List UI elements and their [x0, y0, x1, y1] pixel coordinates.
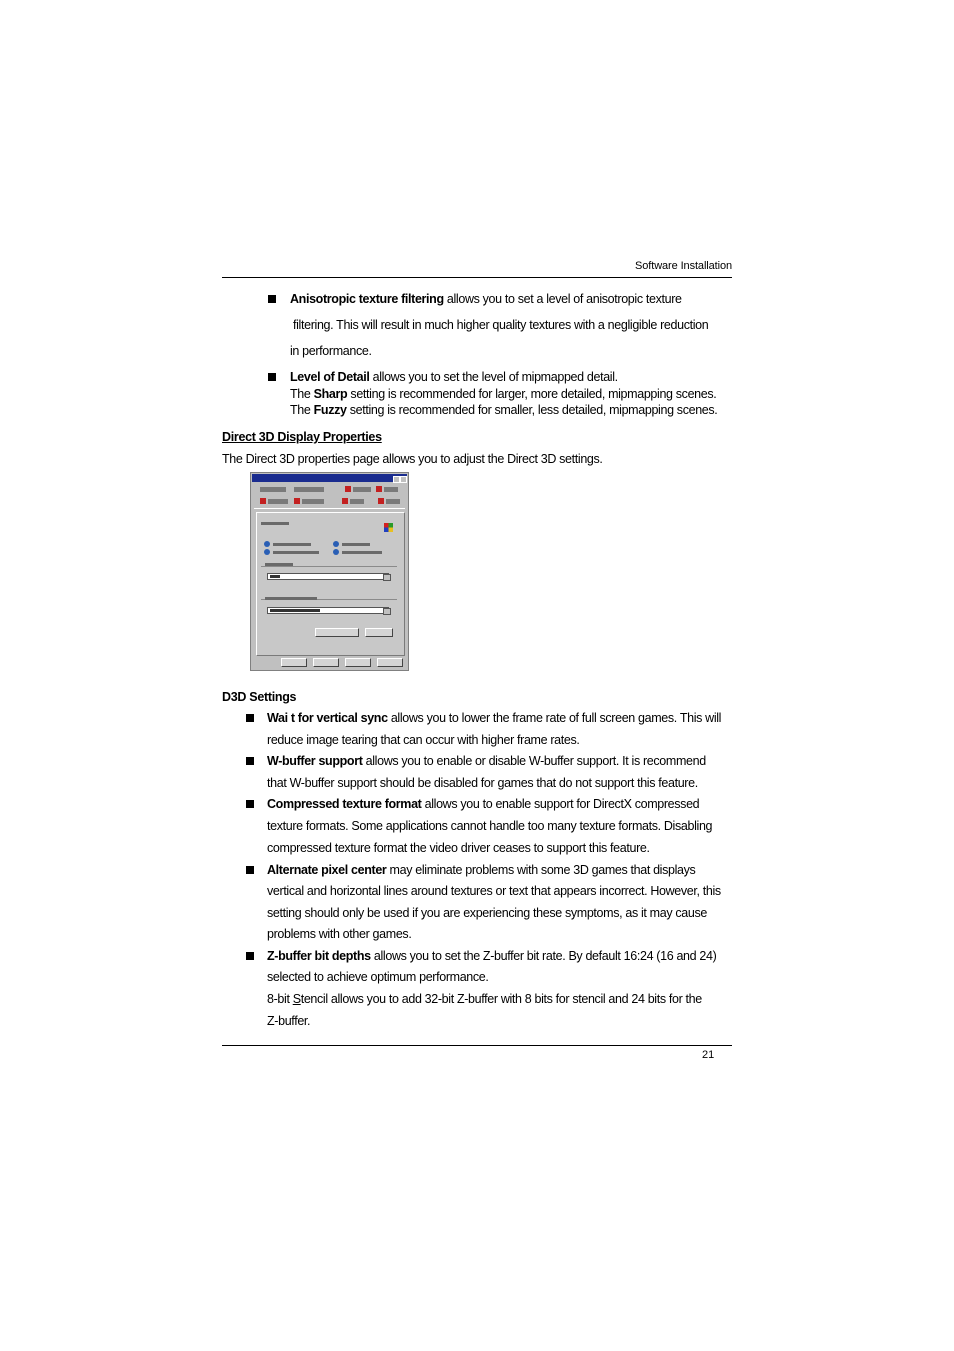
bullet-marker — [268, 295, 276, 303]
bullet-line: filtering. This will result in much higher quality textures with a negligible reduction — [293, 318, 709, 332]
tab-icon — [342, 498, 348, 504]
help-icon — [393, 476, 400, 483]
bullet-line: compressed texture format the video driver ceases to support this feature. — [267, 841, 650, 855]
bullet-text: allows you to enable support for DirectX compressed — [421, 797, 700, 811]
bullet-line: in performance. — [290, 344, 372, 358]
dialog-button — [365, 628, 393, 637]
bullet-marker — [268, 373, 276, 381]
group-line — [261, 566, 397, 567]
tab-icon — [260, 498, 266, 504]
page-number: 21 — [702, 1049, 715, 1061]
bullet-line — [267, 863, 695, 877]
select-field — [267, 607, 389, 614]
group-label — [265, 563, 293, 566]
tab-row — [254, 484, 405, 496]
bullet-line: that W-buffer support should be disabled for games that do not support this feature. — [267, 776, 698, 790]
dropdown-arrow-icon — [383, 608, 391, 615]
bullet-marker — [246, 866, 254, 874]
bullet-line — [267, 711, 721, 725]
bullet-line: selected to achieve optimum performance. — [267, 970, 489, 984]
checkbox-icon — [264, 549, 270, 555]
close-icon — [400, 476, 407, 483]
dialog-button — [281, 658, 307, 667]
text: tencil allows you to add 32-bit Z-buffer with 8 bits for stencil and 24 bits for the — [300, 992, 702, 1006]
checkbox-icon — [333, 541, 339, 547]
dialog-titlebar — [252, 474, 407, 482]
bullet-line — [290, 403, 717, 417]
group-label — [265, 597, 317, 600]
group-label — [261, 522, 289, 525]
bullet-text: may eliminate problems with some 3D games that displays — [386, 863, 696, 877]
bullet-text: allows you to lower the frame rate of full screen games. This will — [387, 711, 722, 725]
text: setting is recommended for smaller, less detailed, mipmapping scenes. — [346, 403, 718, 417]
direct3d-intro: The Direct 3D properties page allows you to adjust the Direct 3D settings. — [222, 452, 603, 466]
bullet-line: reduce image tearing that can occur with higher frame rates. — [267, 733, 580, 747]
tab-icon — [376, 486, 382, 492]
bullet-text: allows you to set the level of mipmapped detail. — [369, 370, 618, 384]
tab-icon — [294, 498, 300, 504]
dialog-button — [377, 658, 403, 667]
tab-icon — [345, 486, 351, 492]
header-rule — [222, 277, 732, 278]
bullet-line — [267, 754, 706, 768]
dialog-button — [315, 628, 359, 637]
bullet-title: Z-buffer bit depths — [267, 949, 371, 963]
bullet-title: Wai t for vertical sync — [267, 711, 388, 725]
bullet-line — [290, 387, 716, 401]
text: 8-bit — [267, 992, 293, 1006]
bold-term: Fuzzy — [313, 403, 347, 417]
bullet-line — [267, 992, 702, 1006]
section-title-d3d-settings: D3D Settings — [222, 690, 297, 704]
bold-term: Sharp — [313, 387, 348, 401]
text: setting is recommended for larger, more detailed, mipmapping scenes. — [347, 387, 717, 401]
checkbox-icon — [264, 541, 270, 547]
underlined-letter: S — [292, 992, 301, 1006]
direct3d-logo-icon — [384, 523, 393, 532]
dropdown-arrow-icon — [383, 574, 391, 581]
bullet-marker — [246, 952, 254, 960]
option-label — [273, 551, 319, 554]
dialog-button — [313, 658, 339, 667]
bullet-line — [267, 797, 699, 811]
d3d-settings-panel — [256, 512, 405, 656]
tab-row — [254, 496, 405, 509]
bullet-line: texture formats. Some applications cannot handle too many texture formats. Disabling — [267, 819, 713, 833]
bullet-marker — [246, 757, 254, 765]
bullet-title: Anisotropic texture filtering — [290, 292, 444, 306]
bullet-line: setting should only be used if you are experiencing these symptoms, as it may cause — [267, 906, 707, 920]
direct3d-properties-screenshot — [250, 472, 409, 671]
bullet-line: vertical and horizontal lines around textures or text that appears incorrect. However, this — [267, 884, 721, 898]
bullet-marker — [246, 800, 254, 808]
tab-icon — [378, 498, 384, 504]
bullet-text: allows you to enable or disable W-buffer support. It is recommend — [362, 754, 706, 768]
select-field — [267, 573, 389, 580]
bullet-title: Compressed texture format — [267, 797, 422, 811]
bullet-title: Level of Detail — [290, 370, 370, 384]
bullet-line — [290, 370, 618, 384]
option-label — [342, 551, 382, 554]
bullet-text: allows you to set a level of anisotropic texture — [443, 292, 682, 306]
bullet-line: problems with other games. — [267, 927, 412, 941]
bullet-title: W-buffer support — [267, 754, 363, 768]
bullet-line — [290, 292, 682, 306]
section-title-direct3d: Direct 3D Display Properties — [222, 430, 382, 444]
bullet-line: Z-buffer. — [267, 1014, 311, 1028]
header-section-title: Software Installation — [635, 260, 732, 272]
option-label — [342, 543, 370, 546]
dialog-tabs — [254, 484, 405, 510]
bullet-text: allows you to set the Z-buffer bit rate. By default 16:24 (16 and 24) — [370, 949, 717, 963]
checkbox-icon — [333, 549, 339, 555]
text: The — [290, 403, 314, 417]
text: The — [290, 387, 314, 401]
bullet-title: Alternate pixel center — [267, 863, 387, 877]
option-label — [273, 543, 311, 546]
dialog-button — [345, 658, 371, 667]
footer-rule — [222, 1045, 732, 1046]
bullet-line — [267, 949, 716, 963]
bullet-marker — [246, 714, 254, 722]
